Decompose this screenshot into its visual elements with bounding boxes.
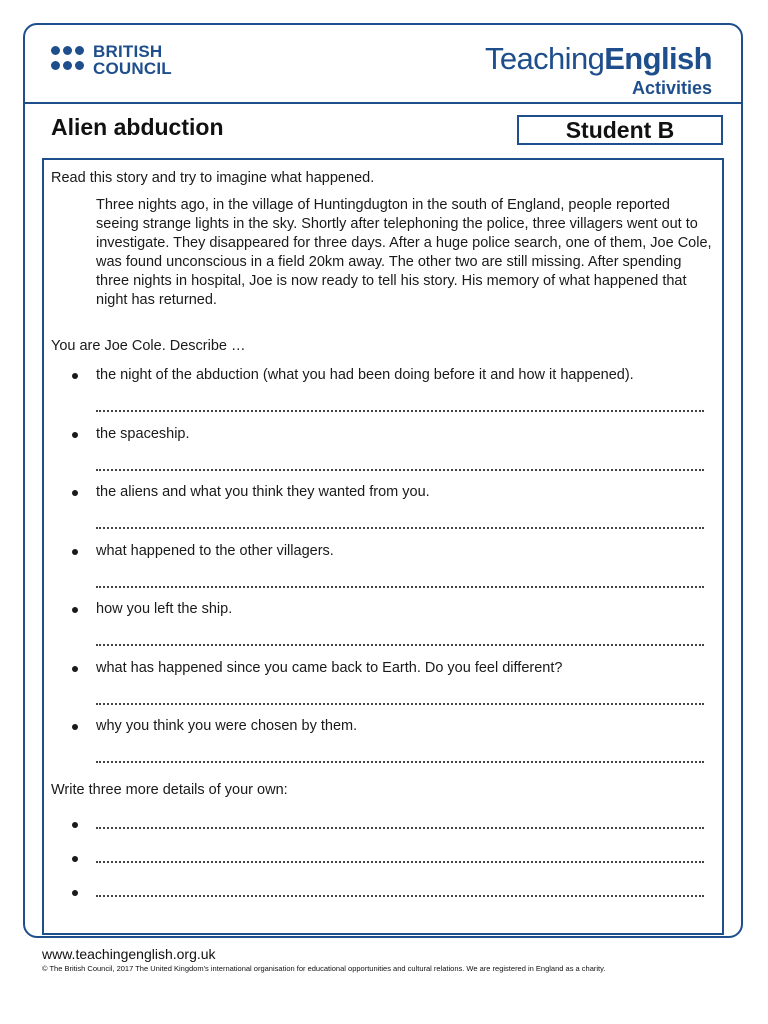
describe-item: the night of the abduction (what you had been doing before it and how it happened).: [96, 367, 634, 383]
bullet-icon: [72, 432, 78, 438]
answer-line[interactable]: [96, 469, 704, 471]
describe-item: what happened to the other villagers.: [96, 542, 334, 559]
te-part-2: English: [604, 41, 712, 76]
copyright-text: © The British Council, 2017 The United Kingdom's international organisation for educational opportunities and cultural relations. We are registered in England as a charity.: [42, 964, 606, 973]
own-details-intro: Write three more details of your own:: [51, 782, 288, 798]
describe-item: how you left the ship.: [96, 601, 233, 617]
bullet-icon: [72, 549, 78, 555]
footer-url[interactable]: www.teachingenglish.org.uk: [42, 946, 216, 962]
describe-item: the aliens and what you think they wanted from you.: [96, 484, 430, 500]
te-part-1: Teaching: [484, 41, 605, 76]
brand-line-1: BRITISH: [93, 42, 163, 61]
answer-line[interactable]: [96, 703, 704, 705]
teaching-english-logo: [485, 42, 712, 99]
describe-item: the spaceship.: [96, 425, 190, 442]
te-subtitle: Activities: [631, 78, 712, 98]
answer-line[interactable]: [96, 527, 704, 529]
own-detail-line[interactable]: [96, 861, 704, 863]
intro-text: Read this story and try to imagine what happened.: [51, 170, 375, 186]
brand-line-2: COUNCIL: [93, 59, 172, 78]
answer-line[interactable]: [96, 644, 704, 646]
bullet-icon: [72, 890, 78, 896]
own-detail-line[interactable]: [96, 827, 704, 829]
bullet-icon: [72, 607, 78, 613]
own-detail-line[interactable]: [96, 895, 704, 897]
british-council-dots-icon: [51, 44, 87, 76]
bullet-icon: [72, 666, 78, 672]
page-title: Alien abduction: [51, 114, 224, 140]
bullet-icon: [72, 724, 78, 730]
bullet-icon: [72, 373, 78, 379]
answer-line[interactable]: [96, 586, 704, 588]
story-text: Three nights ago, in the village of Huntingdugton in the south of England, people reported seeing strange lights in the sky. Shortly after telephoning the police, three villagers went out to investigate. They disappeared for three days. After a huge police search, one of them, Joe Cole, was found unconscious in a field 20km away. The other two are still missing. After spending three nights in hospital, Joe is now ready to tell his story. His memory of what happened that night has returned.: [96, 197, 712, 308]
describe-item: what has happened since you came back to Earth. Do you feel different?: [96, 659, 563, 676]
british-council-logo: [51, 43, 172, 77]
task-intro: You are Joe Cole. Describe …: [51, 338, 246, 354]
header-divider: [23, 102, 743, 104]
answer-line[interactable]: [96, 761, 704, 763]
describe-item: why you think you were chosen by them.: [96, 718, 358, 734]
bullet-icon: [72, 490, 78, 496]
answer-line[interactable]: [96, 410, 704, 412]
bullet-icon: [72, 822, 78, 828]
bullet-icon: [72, 856, 78, 862]
student-label: Student B: [517, 115, 723, 145]
